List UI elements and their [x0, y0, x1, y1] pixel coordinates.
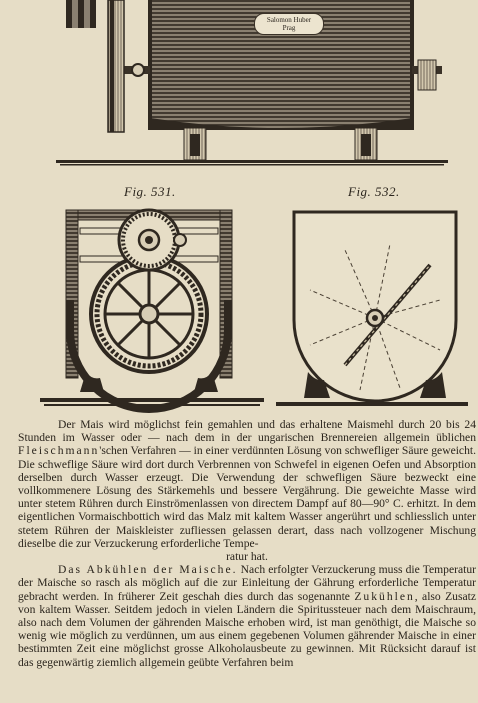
figure-532-caption: Fig. 532. [348, 184, 400, 199]
body-text [18, 418, 476, 669]
paragraph1-last-line: ratur hat. [226, 550, 268, 564]
paragraph2-part-a: Nach erfolgter Verzuckerung muss die Temperatur der Maische so rasch als möglich auf die zur Einleitung der Gährung erforderliche Temperatur gebracht werden. In früherer Zeit geschah dies durch das sogenannte [18, 563, 476, 603]
paragraph-maismehl [18, 418, 476, 550]
paragraph2-part-b: , also Zusatz von kaltem Wasser. Seitdem jedoch in vielen Ländern die Spiritussteuer nach dem Maischraum, also nach dem Volumen der gährenden Maische erhoben wird, ist man genöthigt, die Maische so wenig wie möglich zu verdünnen, um aus einem gegebenen Volumen gährender Maische in einer bestimmten Zeit eine möglichst grosse Alkoholausbeute zu gewinnen. Mit Rücksicht darauf ist das gegenwärtig ziemlich allgemein geübte Verfahren beim [18, 589, 477, 669]
paragraph1-part-b: 'schen Verfahren — in einer verdünnten Lösung von schwefliger Säure geweicht. Die schweflige Säure wird dort durch Verbrennen von Schwefel in eigenen Oefen und Absorption derselben durch Wasser erzeugt. Die Verwendung der schwefligen Säure bezweckt eine vollkommenere Lösung des Stärkemehls und bessere Vergährung. Die geweichte Masse wird unter stetem Rühren durch Einströmenlassen von directem Dampf auf 80—90° C. erhitzt. In dem eigentlichen Vormaischbottich wird das Malz mit kaltem Wasser angerührt und schliesslich unter stetem Rühren der Maiskleister zufliessen gelassen derart, dass nach vollzogener Mischung dieselbe die zur Verzuckerung erforderliche Tempe- [18, 444, 476, 550]
maker-plate [254, 13, 324, 35]
figure-531-caption: Fig. 531. [124, 184, 176, 199]
maker-plate-line1: Salomon Huber [266, 16, 312, 24]
figure-531-drawing [40, 210, 264, 409]
figure-532-drawing [276, 212, 468, 406]
maker-plate-line2: Prag [282, 24, 296, 32]
term-zukuehlen: Zukühlen [354, 589, 415, 603]
paragraph-abkuehlen [18, 563, 476, 669]
section-heading-abkuehlen: Das Abkühlen der Maische. [58, 563, 238, 577]
name-fleischmann: Fleischmann [18, 444, 100, 458]
paragraph1-part-a: Der Mais wird möglichst fein gemahlen und das erhaltene Maismehl durch 20 bis 24 Stunden im Wasser oder — nach dem in der ungarischen Brennereien allgemein üblichen [18, 418, 476, 445]
machine-drum [56, 0, 448, 166]
